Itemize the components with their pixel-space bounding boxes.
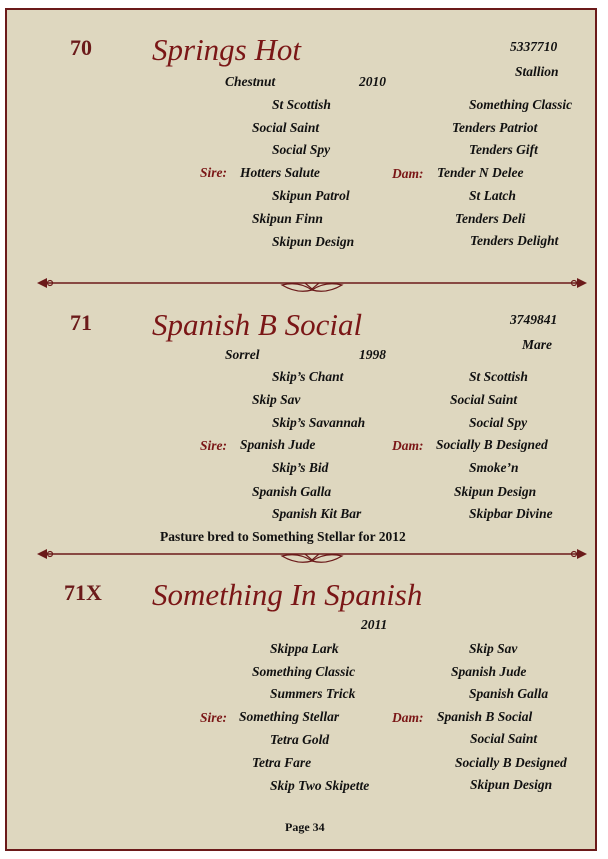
sire-line-item: Tetra Gold xyxy=(270,732,330,747)
dam-name: Spanish B Social xyxy=(437,709,533,724)
foal-year: 2011 xyxy=(361,617,388,632)
dam-line-item: Something Classic xyxy=(469,97,573,112)
dam-line-item: Spanish Jude xyxy=(451,664,527,679)
dam-line-item: Tenders Deli xyxy=(455,211,526,226)
sire-name: Hotters Salute xyxy=(240,165,320,180)
dam-line-item: Skipbar Divine xyxy=(469,506,553,521)
horse-color: Chestnut xyxy=(225,74,276,89)
sire-line-item: Skip’s Bid xyxy=(272,460,329,475)
sire-line-item: Something Classic xyxy=(252,664,356,679)
horse-name: Springs Hot xyxy=(152,32,301,67)
sire-name: Spanish Jude xyxy=(240,437,316,452)
catalog-page xyxy=(5,8,597,851)
foal-year: 1998 xyxy=(359,347,386,362)
registration-number: 3749841 xyxy=(510,312,558,327)
dam-line-item: St Scottish xyxy=(469,369,528,384)
dam-line-item: Tenders Gift xyxy=(469,142,538,157)
ornamental-divider xyxy=(37,274,587,294)
dam-line-item: Skipun Design xyxy=(470,777,553,792)
sire-line-item: Skip Two Skipette xyxy=(270,778,370,793)
dam-label: Dam: xyxy=(392,710,424,725)
dam-name: Socially B Designed xyxy=(436,437,548,452)
dam-line-item: Smoke’n xyxy=(469,460,519,475)
dam-line-item: Tenders Patriot xyxy=(452,120,538,135)
sire-line-item: Skipun Finn xyxy=(252,211,323,226)
sire-line-item: Skip’s Chant xyxy=(272,369,344,384)
sire-line-item: Skippa Lark xyxy=(270,641,339,656)
ornamental-divider xyxy=(37,545,587,565)
dam-line-item: Skipun Design xyxy=(454,484,537,499)
lot-number: 71 xyxy=(70,310,92,335)
registration-number: 5337710 xyxy=(510,39,558,54)
dam-line-item: Tenders Delight xyxy=(470,233,559,248)
horse-sex: Stallion xyxy=(515,64,559,79)
horse-name: Spanish B Social xyxy=(152,307,363,342)
dam-line-item: Social Spy xyxy=(469,415,528,430)
dam-name: Tender N Delee xyxy=(437,165,524,180)
page-number: Page 34 xyxy=(285,820,325,834)
sire-line-item: Social Saint xyxy=(252,120,320,135)
horse-name: Something In Spanish xyxy=(152,577,423,612)
sire-line-item: Spanish Kit Bar xyxy=(272,506,362,521)
sire-line-item: Skip’s Savannah xyxy=(272,415,366,430)
dam-line-item: Skip Sav xyxy=(469,641,518,656)
sire-line-item: Tetra Fare xyxy=(252,755,312,770)
lot-number: 71X xyxy=(64,580,102,605)
dam-line-item: Socially B Designed xyxy=(455,755,567,770)
sire-line-item: Skip Sav xyxy=(252,392,301,407)
breeding-note: Pasture bred to Something Stellar for 2012 xyxy=(160,529,406,544)
sire-name: Something Stellar xyxy=(239,709,340,724)
sire-line-item: St Scottish xyxy=(272,97,331,112)
horse-color: Sorrel xyxy=(225,347,260,362)
sire-line-item: Spanish Galla xyxy=(252,484,332,499)
sire-label: Sire: xyxy=(200,438,227,453)
sire-line-item: Social Spy xyxy=(272,142,331,157)
foal-year: 2010 xyxy=(359,74,386,89)
dam-line-item: St Latch xyxy=(469,188,516,203)
dam-label: Dam: xyxy=(392,438,424,453)
sire-line-item: Skipun Design xyxy=(272,234,355,249)
sire-line-item: Skipun Patrol xyxy=(272,188,350,203)
sire-label: Sire: xyxy=(200,165,227,180)
sire-line-item: Summers Trick xyxy=(270,686,356,701)
horse-sex: Mare xyxy=(522,337,552,352)
lot-number: 70 xyxy=(70,35,92,60)
sire-label: Sire: xyxy=(200,710,227,725)
dam-line-item: Social Saint xyxy=(470,731,538,746)
dam-line-item: Spanish Galla xyxy=(469,686,549,701)
dam-label: Dam: xyxy=(392,166,424,181)
dam-line-item: Social Saint xyxy=(450,392,518,407)
